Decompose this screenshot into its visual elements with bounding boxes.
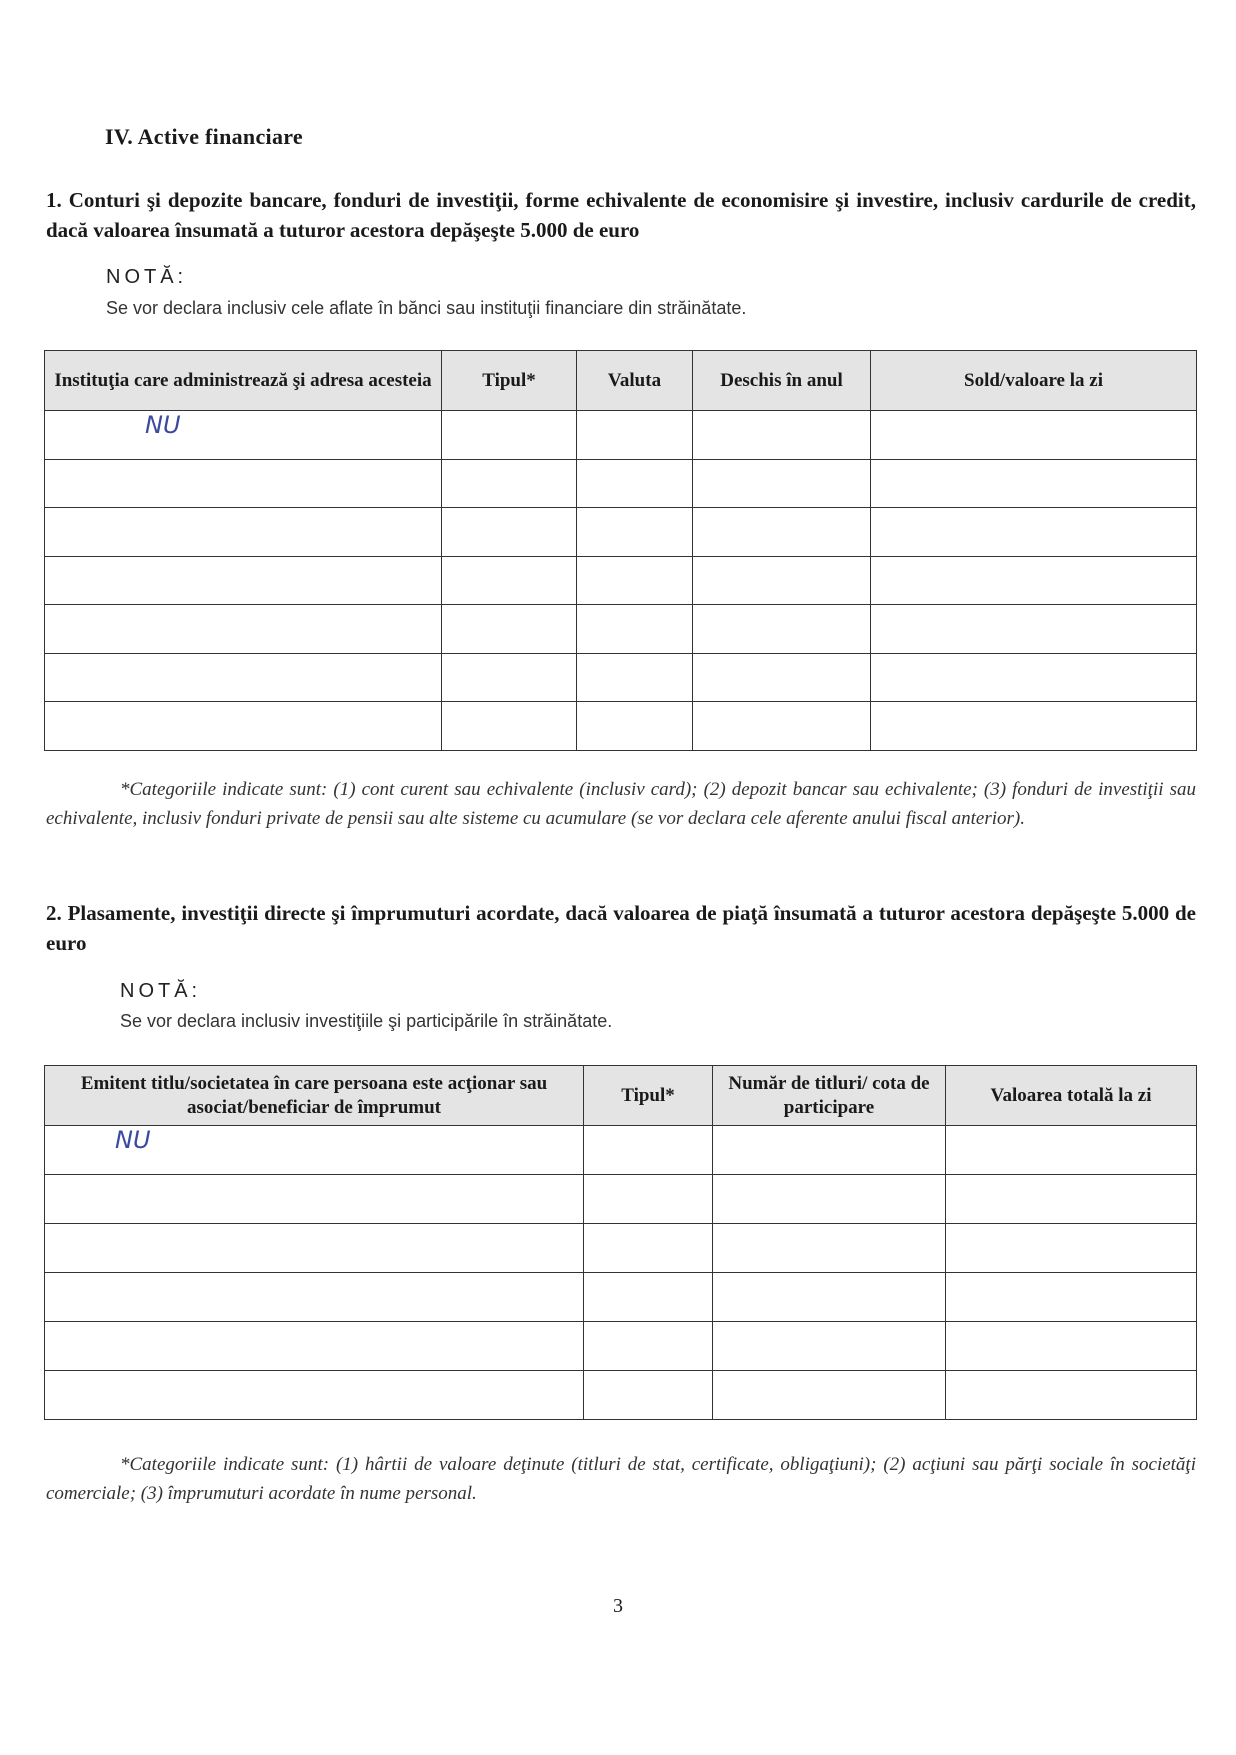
table-cell [871, 653, 1197, 702]
part2-heading: 2. Plasamente, investiţii directe şi împrumuturi acordate, dacă valoarea de piaţă însumată a tuturor acestora depăşeşte 5.000 de euro [46, 901, 1196, 955]
part1-nota-label: NOTĂ: [106, 266, 188, 288]
investments-table-body [45, 1126, 1197, 1420]
table-cell [584, 1371, 713, 1420]
table-row [45, 605, 1197, 654]
accounts-table-body [45, 411, 1197, 751]
accounts-table [44, 350, 1197, 751]
table-cell [693, 508, 871, 557]
table-cell [946, 1126, 1197, 1175]
table-cell [45, 459, 442, 508]
table-row [45, 1126, 1197, 1175]
table-cell [442, 411, 577, 460]
handwritten-entry: NU [45, 1126, 584, 1175]
table-cell [577, 702, 693, 751]
table-cell [946, 1322, 1197, 1371]
table-row [45, 1371, 1197, 1420]
table-cell [713, 1273, 946, 1322]
table-cell [45, 1273, 584, 1322]
table-cell [584, 1322, 713, 1371]
col-header-type: Tipul* [442, 351, 577, 411]
col-header-opened-year: Deschis în anul [693, 351, 871, 411]
col-header-type: Tipul* [584, 1066, 713, 1126]
table-cell [713, 1322, 946, 1371]
table-cell [871, 605, 1197, 654]
table-row [45, 508, 1197, 557]
table-row [45, 1224, 1197, 1273]
table-cell [45, 605, 442, 654]
col-header-balance: Sold/valoare la zi [871, 351, 1197, 411]
table-cell [871, 556, 1197, 605]
table-cell [577, 605, 693, 654]
table-cell [871, 459, 1197, 508]
table-cell [693, 459, 871, 508]
part2-nota-label: NOTĂ: [120, 980, 202, 1002]
table-cell [45, 653, 442, 702]
table-cell [871, 702, 1197, 751]
table-row [45, 702, 1197, 751]
table-cell [693, 605, 871, 654]
table-cell [442, 702, 577, 751]
part2-footnote: *Categoriile indicate sunt: (1) hârtii de valoare deţinute (titluri de stat, certificate, obligaţiuni); (2) acţiuni sau părţi sociale în societăţi comerciale; (3) împrumuturi acordate în nume personal. [46, 1454, 1196, 1504]
handwritten-entry: NU [45, 411, 442, 460]
table-cell [713, 1224, 946, 1273]
table-cell [693, 556, 871, 605]
table-cell [442, 653, 577, 702]
table-cell [442, 459, 577, 508]
table-row [45, 1273, 1197, 1322]
table-row [45, 653, 1197, 702]
investments-table [44, 1065, 1197, 1420]
table-cell [577, 459, 693, 508]
table-cell [577, 411, 693, 460]
col-header-institution: Instituţia care administrează şi adresa acesteia [45, 351, 442, 411]
table-cell [584, 1273, 713, 1322]
table-cell [584, 1175, 713, 1224]
col-header-currency: Valuta [577, 351, 693, 411]
col-header-total-value: Valoarea totală la zi [946, 1066, 1197, 1126]
table-cell [577, 653, 693, 702]
table-cell [442, 605, 577, 654]
table-cell [577, 556, 693, 605]
part1-nota-text: Se vor declara inclusiv cele aflate în bănci sau instituţii financiare din străinătate. [106, 298, 747, 318]
table-cell [577, 508, 693, 557]
table-cell [45, 1224, 584, 1273]
table-cell [946, 1273, 1197, 1322]
table-cell [946, 1371, 1197, 1420]
part2-nota-text: Se vor declara inclusiv investiţiile şi participările în străinătate. [120, 1011, 613, 1031]
page-number: 3 [613, 1595, 623, 1617]
table-row [45, 459, 1197, 508]
part1-footnote: *Categoriile indicate sunt: (1) cont curent sau echivalente (inclusiv card); (2) depozit bancar sau echivalente; (3) fonduri de investiţii sau echivalente, inclusiv fonduri private de pensii sau alte sisteme cu acumulare (se vor declara cele aferente anului fiscal anterior). [46, 779, 1196, 829]
table-row [45, 411, 1197, 460]
table-cell [713, 1126, 946, 1175]
table-cell [693, 702, 871, 751]
table-cell [693, 411, 871, 460]
table-cell [584, 1126, 713, 1175]
table-cell [693, 653, 871, 702]
part1-heading: 1. Conturi şi depozite bancare, fonduri de investiţii, forme echivalente de economisire şi investire, inclusiv cardurile de credit, dacă valoarea însumată a tuturor acestora depăşeşte 5.000 de euro [46, 188, 1196, 242]
table-cell [442, 508, 577, 557]
table-cell [45, 1371, 584, 1420]
section-title: IV. Active financiare [105, 124, 303, 149]
table-cell [442, 556, 577, 605]
table-cell [45, 1175, 584, 1224]
table-cell [871, 508, 1197, 557]
table-row [45, 1322, 1197, 1371]
table-cell [946, 1224, 1197, 1273]
table-cell [45, 1322, 584, 1371]
col-header-issuer: Emitent titlu/societatea în care persoana este acţionar sau asociat/beneficiar de împrumut [45, 1066, 584, 1126]
table-cell [45, 702, 442, 751]
table-cell [946, 1175, 1197, 1224]
table-cell [713, 1371, 946, 1420]
table-row [45, 556, 1197, 605]
table-cell [45, 508, 442, 557]
table-cell [45, 556, 442, 605]
table-cell [584, 1224, 713, 1273]
table-cell [713, 1175, 946, 1224]
table-cell [871, 411, 1197, 460]
col-header-shares-count: Număr de titluri/ cota de participare [713, 1066, 946, 1126]
table-row [45, 1175, 1197, 1224]
